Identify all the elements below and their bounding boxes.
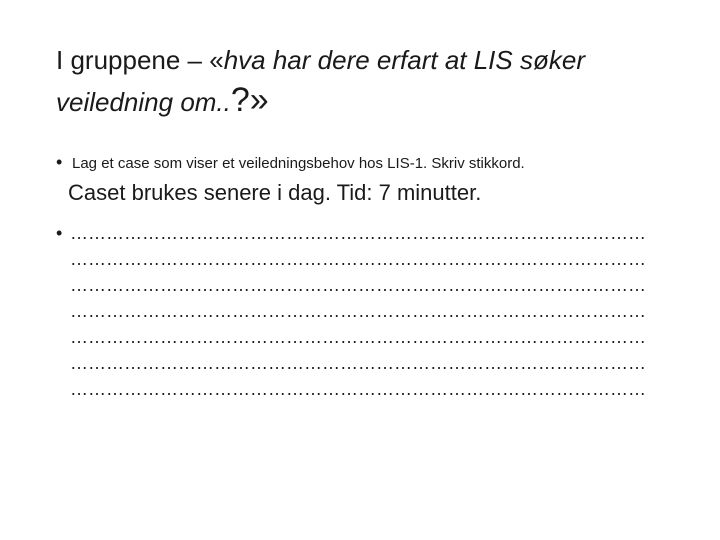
answer-line bbox=[56, 350, 720, 376]
answer-line bbox=[56, 324, 720, 350]
answer-line bbox=[56, 376, 720, 402]
dotted-line: …………………………………………………………………………………… bbox=[70, 379, 646, 399]
answer-line bbox=[56, 246, 720, 272]
title-end: ?» bbox=[230, 81, 269, 119]
dotted-line: …………………………………………………………………………………… bbox=[70, 327, 646, 347]
slide-title bbox=[56, 40, 696, 122]
dotted-line: …………………………………………………………………………………… bbox=[70, 223, 646, 243]
title-prefix: I gruppene – « bbox=[56, 45, 224, 75]
instruction-text: Lag et case som viser et veiledningsbehov hos LIS-1. Skriv stikkord. bbox=[72, 155, 525, 172]
answer-lines bbox=[56, 220, 720, 402]
dotted-line: …………………………………………………………………………………… bbox=[70, 249, 646, 269]
answer-line bbox=[56, 272, 720, 298]
bullet-instruction bbox=[56, 150, 696, 176]
dotted-line: …………………………………………………………………………………… bbox=[70, 353, 646, 373]
title-italic: hva har dere erfart at LIS søker veiledning om.. bbox=[56, 45, 585, 117]
instruction-subtext: Caset brukes senere i dag. Tid: 7 minutter. bbox=[68, 180, 482, 205]
answer-line bbox=[56, 298, 720, 324]
answer-line bbox=[56, 220, 720, 246]
bullet-marker: • bbox=[56, 223, 63, 243]
dotted-line: …………………………………………………………………………………… bbox=[70, 301, 646, 321]
dotted-line: …………………………………………………………………………………… bbox=[70, 275, 646, 295]
bullet-marker: • bbox=[56, 152, 63, 172]
